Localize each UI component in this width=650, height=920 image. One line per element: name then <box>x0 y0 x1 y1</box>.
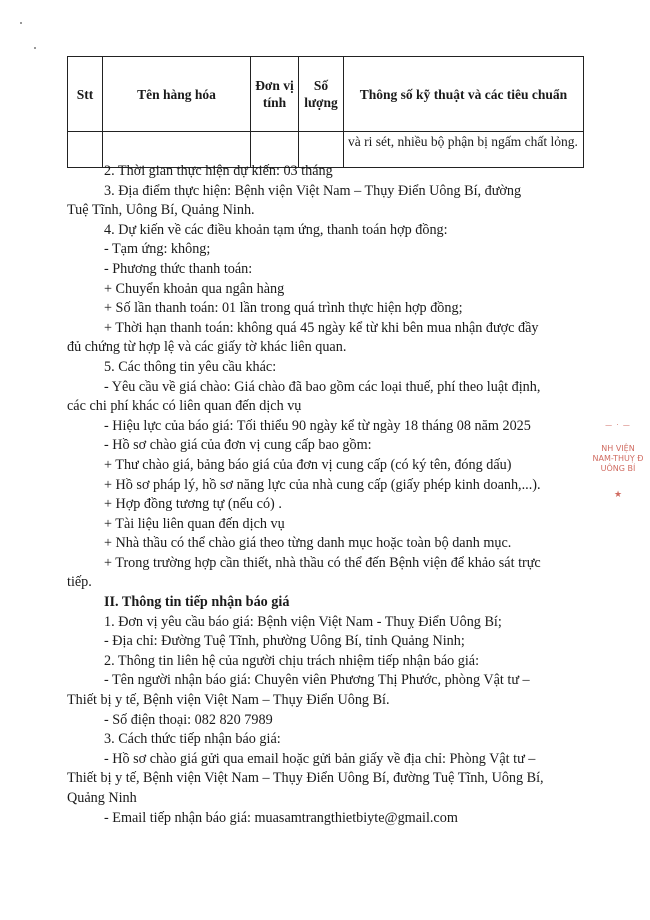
text-line: + Số lần thanh toán: 01 lần trong quá trình thực hiện hợp đồng; <box>104 300 463 317</box>
text-line: + Chuyển khoản qua ngân hàng <box>104 280 285 297</box>
text-line: 2. Thông tin liên hệ của người chịu trách nhiệm tiếp nhận báo giá: <box>104 652 480 669</box>
text-line: - Tên người nhận báo giá: Chuyên viên Phương Thị Phước, phòng Vật tư – <box>104 672 530 689</box>
stamp-text-3: UÔNG BÍ <box>600 464 636 473</box>
text-line: Tuệ Tĩnh, Uông Bí, Quảng Ninh. <box>67 202 255 219</box>
text-line: đủ chứng từ hợp lệ và các giấy tờ khác liên quan. <box>67 339 347 356</box>
text-line: - Số điện thoại: 082 820 7989 <box>104 711 273 728</box>
text-line: 2. Thời gian thực hiện dự kiến: 03 tháng <box>104 163 333 179</box>
text-line: tiếp. <box>67 574 92 591</box>
scan-speck <box>20 22 22 24</box>
text-line: + Thư chào giá, bảng báo giá của đơn vị cung cấp (có ký tên, đóng dấu) <box>104 456 512 473</box>
stamp-star-icon: ★ <box>613 490 623 500</box>
text-line: - Yêu cầu về giá chào: Giá chào đã bao gồm các loại thuế, phí theo luật định, <box>104 378 541 395</box>
text-line: 5. Các thông tin yêu cầu khác: <box>104 358 277 375</box>
text-line: - Hồ sơ chào giá gửi qua email hoặc gửi bản giấy về địa chỉ: Phòng Vật tư – <box>104 750 536 767</box>
cell-thong-so: và ri sét, nhiều bộ phận bị ngấm chất lỏng. <box>344 132 584 168</box>
table-header-row <box>68 57 584 132</box>
text-line: - Hồ sơ chào giá của đơn vị cung cấp bao gồm: <box>104 437 372 454</box>
text-line: 3. Cách thức tiếp nhận báo giá: <box>104 731 281 748</box>
text-line: - Email tiếp nhận báo giá: muasamtrangthietbiyte@gmail.com <box>104 809 458 826</box>
stamp-top-mark: — · — <box>605 421 631 429</box>
text-line: các chi phí khác có liên quan đến dịch vụ <box>67 398 302 415</box>
text-line: + Nhà thầu có thể chào giá theo từng danh mục hoặc toàn bộ danh mục. <box>104 535 512 552</box>
text-line: - Hiệu lực của báo giá: Tối thiểu 90 ngày kể từ ngày 18 tháng 08 năm 2025 <box>104 417 531 434</box>
scan-speck <box>34 47 36 49</box>
text-line: - Phương thức thanh toán: <box>104 260 253 277</box>
text-line: - Địa chỉ: Đường Tuệ Tĩnh, phường Uông Bí, tỉnh Quảng Ninh; <box>104 633 465 650</box>
stamp-text-1: NH VIỆN <box>601 444 635 453</box>
text-line: + Hợp đồng tương tự (nếu có) . <box>104 496 282 513</box>
red-seal-stamp <box>588 420 648 535</box>
text-line: Thiết bị y tế, Bệnh viện Việt Nam – Thụy Điển Uông Bí. <box>67 692 390 709</box>
header-thong-so: Thông số kỹ thuật và các tiêu chuẩn <box>344 57 584 132</box>
header-stt: Stt <box>68 57 103 132</box>
text-line: 1. Đơn vị yêu cầu báo giá: Bệnh viện Việt Nam - Thuỵ Điển Uông Bí; <box>104 613 502 630</box>
text-line: + Tài liệu liên quan đến dịch vụ <box>104 515 285 532</box>
header-don-vi-tinh: Đơn vị tính <box>251 57 299 132</box>
text-line: + Thời hạn thanh toán: không quá 45 ngày kể từ khi bên mua nhận được đầy <box>104 319 539 336</box>
header-so-luong: Số lượng <box>299 57 344 132</box>
text-line: 4. Dự kiến về các điều khoản tạm ứng, thanh toán hợp đồng: <box>104 221 448 238</box>
text-line: 3. Địa điểm thực hiện: Bệnh viện Việt Nam – Thụy Điển Uông Bí, đường <box>104 182 522 199</box>
text-line: Thiết bị y tế, Bệnh viện Việt Nam – Thụy Điển Uông Bí, đường Tuệ Tĩnh, Uông Bí, <box>67 770 544 787</box>
header-ten-hang-hoa: Tên hàng hóa <box>103 57 251 132</box>
goods-table <box>67 56 584 168</box>
text-line: - Tạm ứng: không; <box>104 241 211 258</box>
stamp-text-2: NAM-THUỴ Đ <box>592 454 644 463</box>
text-line: + Hồ sơ pháp lý, hồ sơ năng lực của nhà cung cấp (giấy phép kinh doanh,...). <box>104 476 541 493</box>
text-line: II. Thông tin tiếp nhận báo giá <box>104 594 290 611</box>
text-line: Quảng Ninh <box>67 790 137 806</box>
text-line: + Trong trường hợp cần thiết, nhà thầu có thể đến Bệnh viện để khảo sát trực <box>104 554 541 571</box>
document-body <box>67 162 585 828</box>
